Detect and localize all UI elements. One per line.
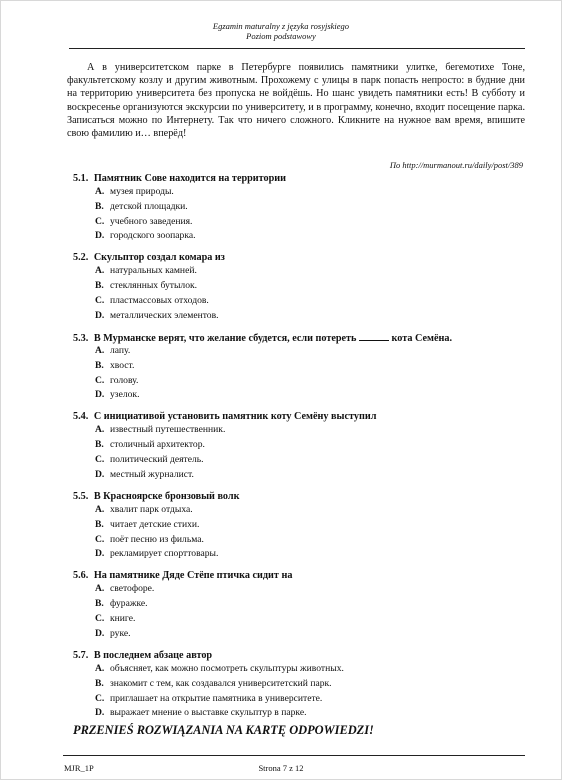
answer-option-b[interactable] <box>95 597 525 612</box>
option-text: пластмассовых отходов. <box>110 295 209 307</box>
page-header <box>1 21 561 41</box>
question-text: В последнем абзаце автор <box>93 649 213 661</box>
answer-option-a[interactable] <box>95 264 525 279</box>
option-letter: A. <box>95 424 105 436</box>
question-number: 5.6. <box>73 570 89 582</box>
answer-option-b[interactable] <box>95 200 525 215</box>
answer-option-c[interactable] <box>95 374 525 389</box>
answer-option-b[interactable] <box>95 677 525 692</box>
question-text-before-blank: В Мурманске верят, что желание сбудется, если потереть <box>93 332 357 344</box>
option-text: приглашает на открытие памятника в университете. <box>110 692 323 704</box>
question-title <box>73 569 525 582</box>
option-letter: B. <box>95 598 104 610</box>
answer-option-a[interactable] <box>95 503 525 518</box>
answer-option-d[interactable] <box>95 547 525 562</box>
option-letter: D. <box>95 548 105 560</box>
answer-option-d[interactable] <box>95 627 525 642</box>
option-letter: B. <box>95 280 104 292</box>
option-text: голову. <box>110 374 139 386</box>
question-title <box>73 251 525 264</box>
question-5-6 <box>73 569 525 641</box>
answer-option-a[interactable] <box>95 423 525 438</box>
question-title <box>73 490 525 503</box>
answer-option-c[interactable] <box>95 294 525 309</box>
question-number: 5.1. <box>73 173 89 184</box>
option-letter: D. <box>95 389 105 401</box>
answer-option-a[interactable] <box>95 662 525 677</box>
option-text: металлических элементов. <box>110 309 219 321</box>
option-text: книге. <box>110 613 136 625</box>
answer-option-d[interactable] <box>95 468 525 483</box>
answer-option-c[interactable] <box>95 453 525 468</box>
answer-option-a[interactable] <box>95 344 525 359</box>
question-5-2 <box>73 251 525 323</box>
question-list <box>73 172 525 728</box>
option-letter: A. <box>95 344 105 356</box>
option-text: стеклянных бутылок. <box>110 280 198 292</box>
question-text: Памятник Сове находится на территории <box>93 173 287 184</box>
option-letter: B. <box>95 359 104 371</box>
option-letter: B. <box>95 200 104 212</box>
option-text: городского зоопарка. <box>110 230 196 242</box>
question-text: На памятнике Дяде Стёпе птичка сидит на <box>93 570 293 582</box>
header-divider <box>69 48 525 49</box>
option-text: фуражке. <box>110 598 148 610</box>
option-text: рекламирует спорттовары. <box>110 548 219 560</box>
option-letter: B. <box>95 677 104 689</box>
option-text: столичный архитектор. <box>110 439 205 451</box>
answer-option-c[interactable] <box>95 692 525 707</box>
option-letter: D. <box>95 309 105 321</box>
option-letter: D. <box>95 707 105 719</box>
header-level: Poziom podstawowy <box>246 31 316 41</box>
question-5-7 <box>73 649 525 721</box>
option-letter: C. <box>95 692 105 704</box>
answer-option-d[interactable] <box>95 309 525 324</box>
question-text: Скульптор создал комара из <box>93 252 225 264</box>
answer-option-b[interactable] <box>95 438 525 453</box>
option-letter: A. <box>95 662 105 674</box>
option-text: читает детские стихи. <box>110 518 200 530</box>
transfer-answers-instruction: PRZENIEŚ ROZWIĄZANIA NA KARTĘ ODPOWIEDZI! <box>73 723 374 737</box>
question-number: 5.3. <box>73 332 89 344</box>
question-5-5 <box>73 490 525 562</box>
option-text: местный журналист. <box>110 468 194 480</box>
option-text: лапу. <box>110 344 131 356</box>
answer-option-b[interactable] <box>95 359 525 374</box>
option-text: натуральных камней. <box>110 265 197 277</box>
question-title <box>73 410 525 423</box>
question-5-3 <box>73 331 525 403</box>
footer-exam-code: MJR_1P <box>64 763 94 773</box>
question-text: С инициативой установить памятник коту Семёну выступил <box>93 411 377 423</box>
option-text: музея природы. <box>110 186 174 197</box>
reading-passage: А в университетском парке в Петербурге появились памятники улитке, бегемотихе Тоне, факультетскому козлу и другим животным. Прохожему с улицы в парк попасть непросто: в будние дни на территорию университета без пропуска не войдёшь. Но шанс увидеть памятники есть! В субботу и воскресенье организуются экскурсии по университету, и в программу, конечно, входит посещение парка. Записаться можно по Интернету. Так что ничего сложного. Кликните на нужное вам время, впишите свою фамилию и… вперёд! <box>67 62 525 140</box>
option-letter: D. <box>95 468 105 480</box>
question-5-1 <box>73 172 525 244</box>
option-letter: C. <box>95 374 105 386</box>
option-letter: D. <box>95 627 105 639</box>
option-letter: B. <box>95 518 104 530</box>
answer-option-a[interactable] <box>95 582 525 597</box>
option-letter: C. <box>95 295 105 307</box>
option-text: учебного заведения. <box>110 215 193 227</box>
option-text: хвост. <box>110 359 135 371</box>
answer-option-b[interactable] <box>95 279 525 294</box>
option-letter: B. <box>95 439 104 451</box>
answer-option-d[interactable] <box>95 388 525 403</box>
header-exam-title: Egzamin maturalny z języka rosyjskiego <box>212 21 350 31</box>
option-text: известный путешественник. <box>110 424 226 436</box>
answer-option-d[interactable] <box>95 706 525 721</box>
footer-page-number: Strona 7 z 12 <box>258 763 304 773</box>
question-title <box>73 172 525 185</box>
answer-option-c[interactable] <box>95 533 525 548</box>
option-letter: A. <box>95 265 105 277</box>
answer-option-d[interactable] <box>95 229 525 244</box>
question-text: В Красноярске бронзовый волк <box>93 490 240 502</box>
option-letter: A. <box>95 503 105 515</box>
option-text: выражает мнение о выставке скульптур в парке. <box>110 707 307 719</box>
question-text-after-blank: кота Семёна. <box>391 332 452 344</box>
question-title <box>73 331 525 344</box>
source-citation: По http://murmanout.ru/daily/post/389 <box>389 160 523 170</box>
question-number: 5.2. <box>73 252 89 264</box>
option-letter: D. <box>95 230 105 242</box>
question-number: 5.7. <box>73 649 89 661</box>
question-number: 5.5. <box>73 490 89 502</box>
option-text: хвалит парк отдыха. <box>110 503 193 515</box>
option-text: политический деятель. <box>110 454 204 466</box>
option-text: детской площадки. <box>110 200 188 212</box>
question-5-4 <box>73 410 525 482</box>
answer-option-c[interactable] <box>95 612 525 627</box>
option-letter: A. <box>95 186 105 197</box>
question-number: 5.4. <box>73 411 89 423</box>
option-letter: C. <box>95 215 105 227</box>
option-letter: C. <box>95 533 105 545</box>
option-text: узелок. <box>110 389 140 401</box>
question-title <box>73 649 525 662</box>
answer-option-b[interactable] <box>95 518 525 533</box>
option-text: поёт песню из фильма. <box>110 533 204 545</box>
answer-blank-line <box>359 331 389 341</box>
option-letter: C. <box>95 454 105 466</box>
option-text: светофоре. <box>110 583 155 595</box>
footer-divider <box>63 755 525 756</box>
option-text: объясняет, как можно посмотреть скульптуры животных. <box>110 662 344 674</box>
option-text: знакомит с тем, как создавался университетский парк. <box>110 677 332 689</box>
answer-option-a[interactable] <box>95 185 525 200</box>
answer-option-c[interactable] <box>95 215 525 230</box>
option-text: руке. <box>110 627 131 639</box>
option-letter: A. <box>95 583 105 595</box>
option-letter: C. <box>95 613 105 625</box>
